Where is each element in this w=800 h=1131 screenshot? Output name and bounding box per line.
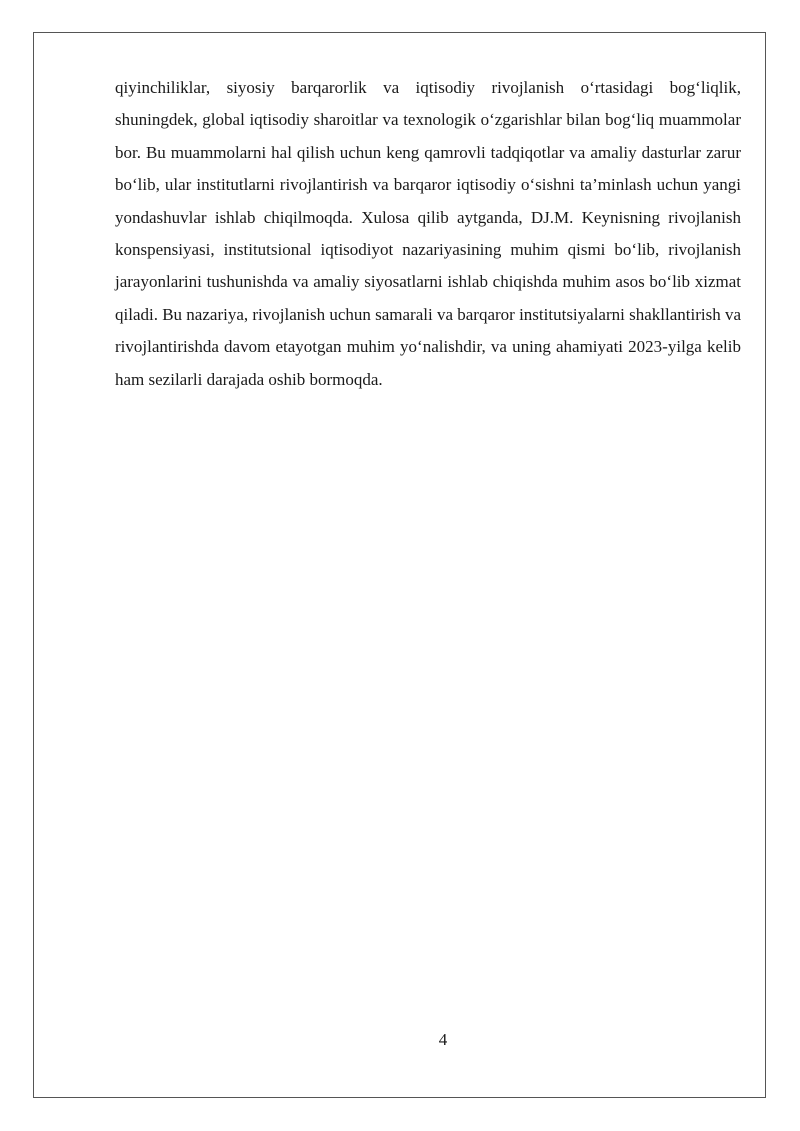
page-number: 4 <box>438 1030 448 1049</box>
body-paragraph: qiyinchiliklar, siyosiy barqarorlik va iqtisodiy rivojlanish o‘rtasidagi bog‘liqlik, shuningdek, global iqtisodiy sharoitlar va texnologik o‘zgarishlar bilan bog‘liq muammolar bor. Bu muammolarni hal qilish uchun keng qamrovli tadqiqotlar va amaliy dasturlar zarur bo‘lib, ular institutlarni rivojlantirish va barqaror iqtisodiy o‘sishni ta’minlash uchun yangi yondashuvlar ishlab chiqilmoqda. Xulosa qilib aytganda, DJ.M. Keynisning rivojlanish konspensiyasi, institutsional iqtisodiyot nazariyasining muhim qismi bo‘lib, rivojlanish jarayonlarini tushunishda va amaliy siyosatlarni ishlab chiqishda muhim asos bo‘lib xizmat qiladi. Bu nazariya, rivojlanish uchun samarali va barqaror institutsiyalarni shakllantirish va rivojlantirishda davom etayotgan muhim yo‘nalishdir, va uning ahamiyati 2023-yilga kelib ham sezilarli darajada oshib bormoqda. <box>115 78 741 389</box>
